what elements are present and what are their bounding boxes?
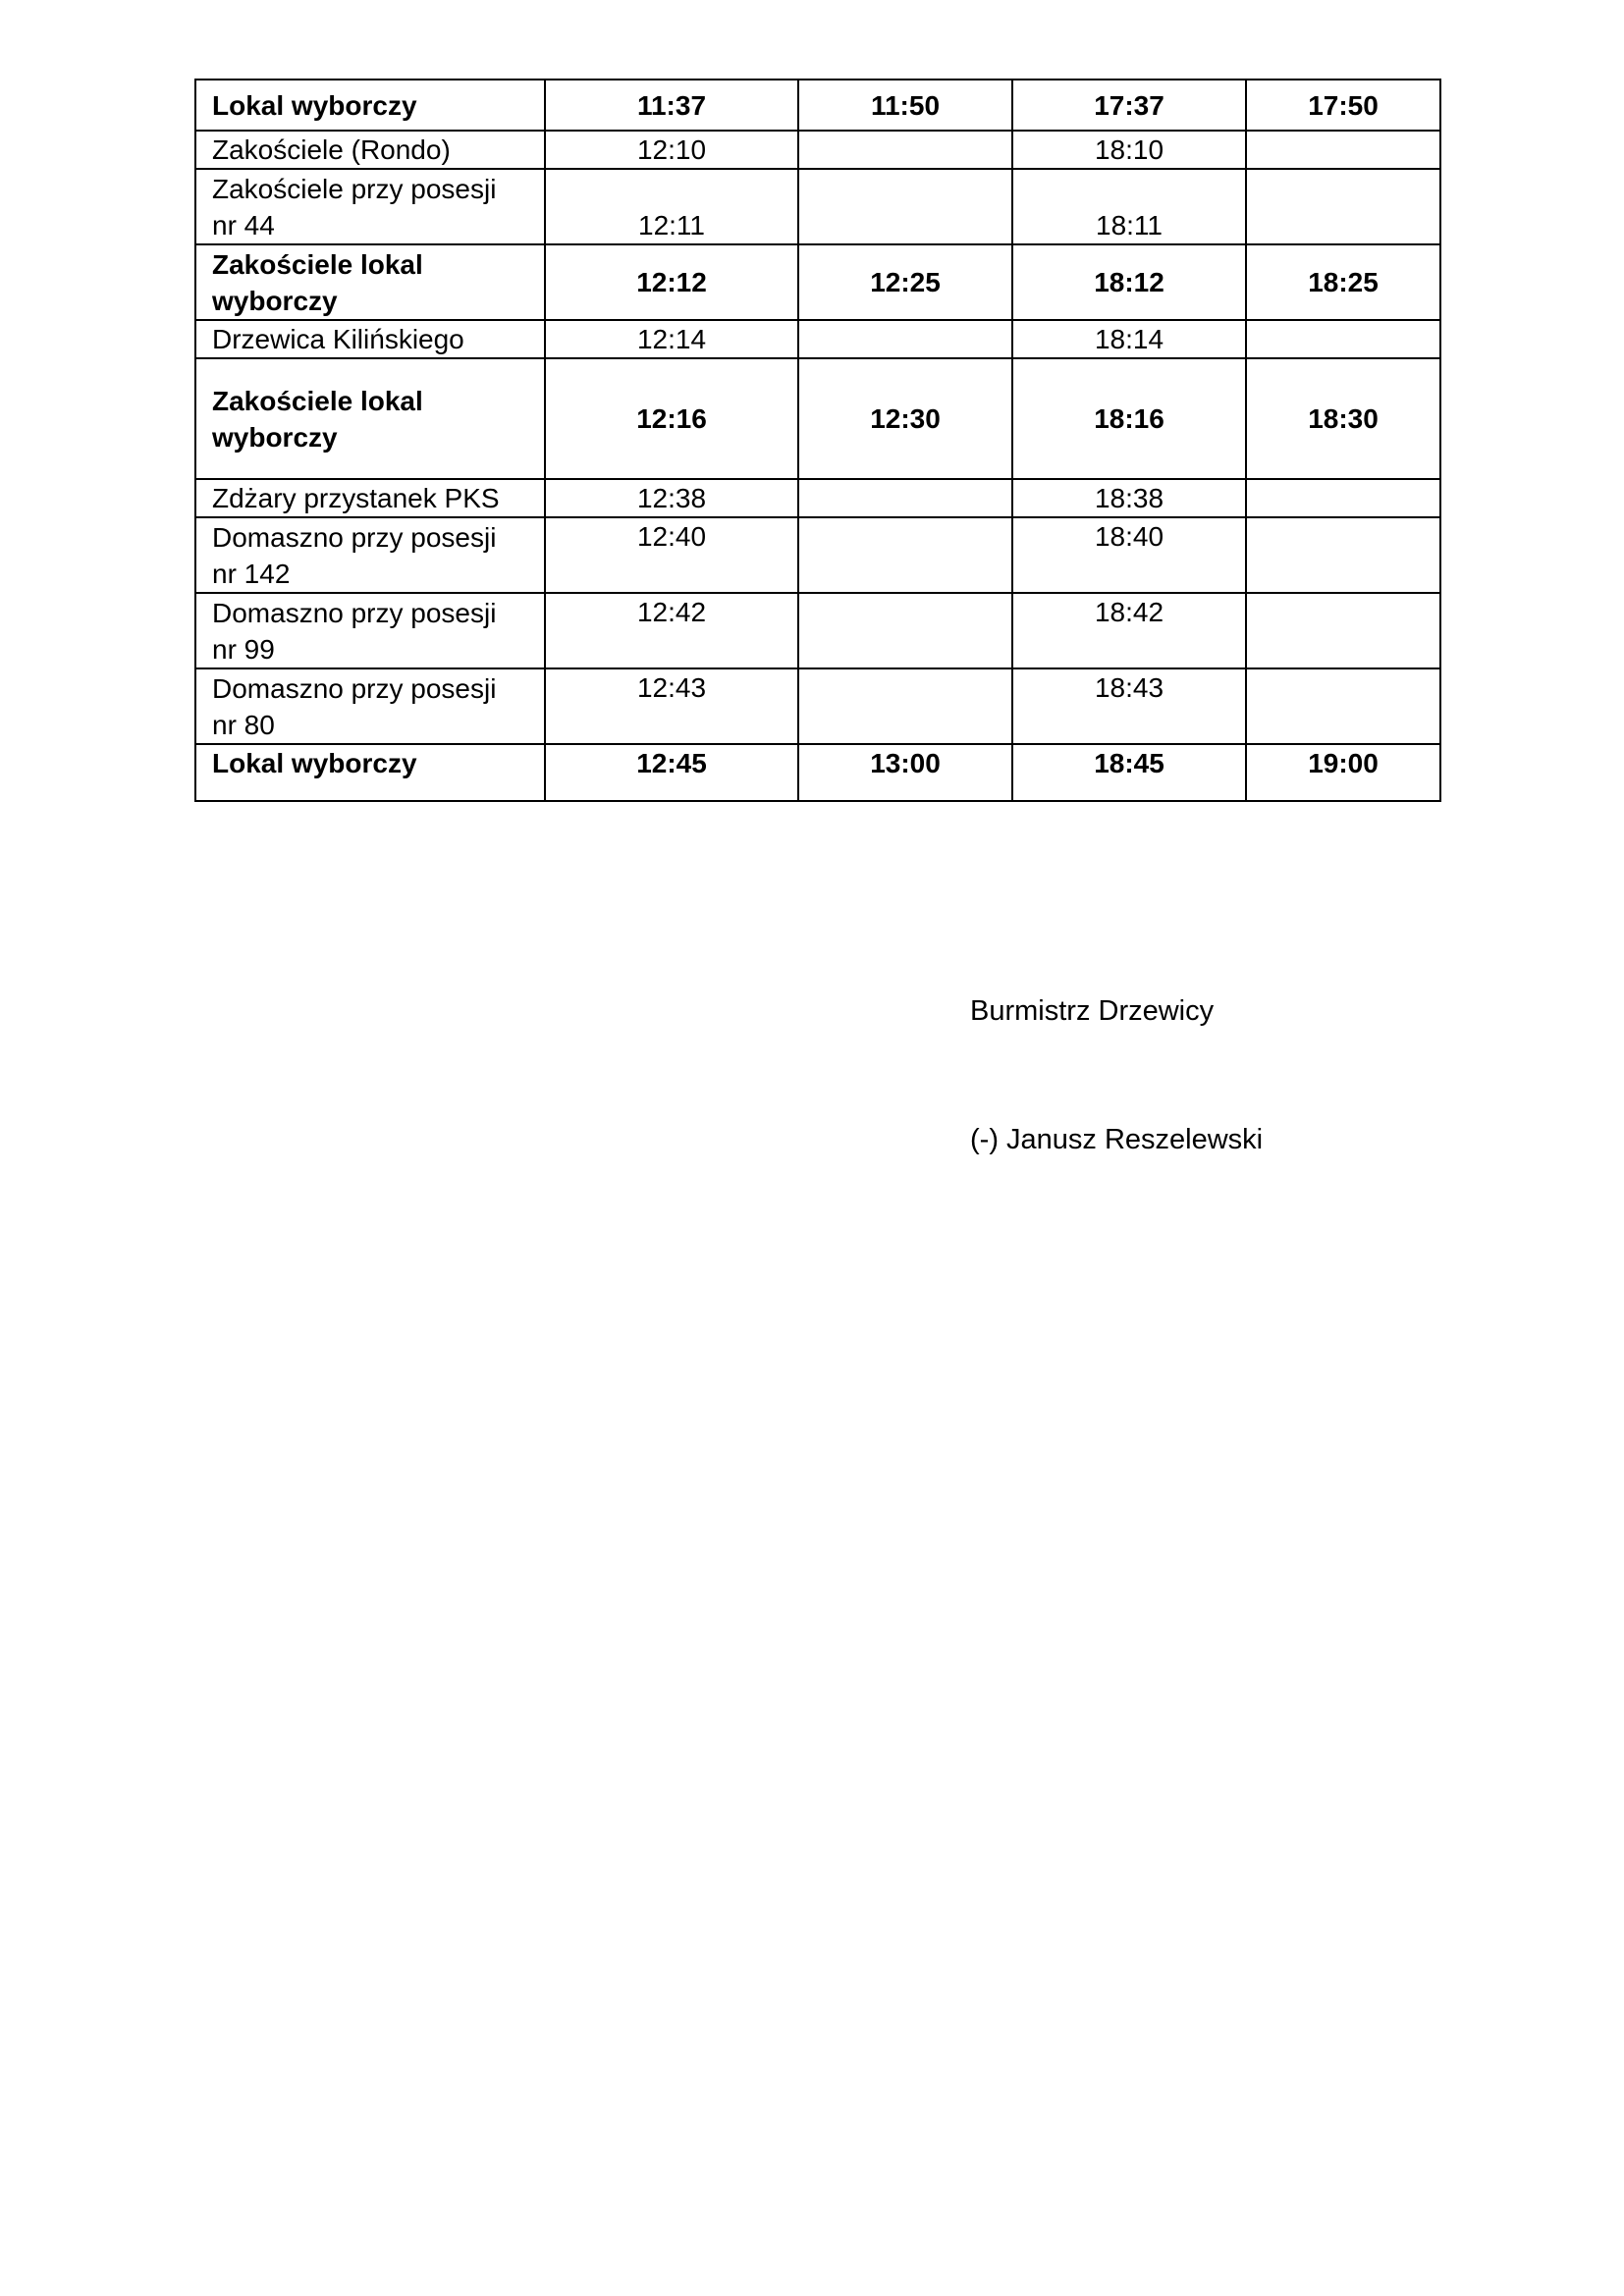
time-cell: 12:16	[545, 358, 798, 479]
stop-name: Lokal wyborczy	[195, 80, 545, 131]
stop-name: Domaszno przy posesji nr 80	[195, 668, 545, 744]
time-cell	[1246, 479, 1440, 517]
time-cell	[1246, 131, 1440, 169]
time-cell: 18:42	[1012, 593, 1246, 668]
table-row	[195, 479, 1440, 517]
time-cell: 18:43	[1012, 668, 1246, 744]
time-cell: 12:14	[545, 320, 798, 358]
table-row	[195, 668, 1440, 744]
table-row	[195, 80, 1440, 131]
stop-name: Drzewica Kilińskiego	[195, 320, 545, 358]
table-row	[195, 244, 1440, 320]
table-row	[195, 169, 1440, 244]
time-cell: 11:50	[798, 80, 1012, 131]
time-cell: 12:30	[798, 358, 1012, 479]
time-cell	[1246, 169, 1440, 244]
stop-name: Zdżary przystanek PKS	[195, 479, 545, 517]
time-cell	[1246, 668, 1440, 744]
time-cell: 12:43	[545, 668, 798, 744]
stop-name: Lokal wyborczy	[195, 744, 545, 801]
table-row	[195, 593, 1440, 668]
time-cell: 13:00	[798, 744, 1012, 801]
bus-schedule-table	[194, 79, 1441, 802]
table-row	[195, 320, 1440, 358]
time-cell	[798, 593, 1012, 668]
time-cell: 19:00	[1246, 744, 1440, 801]
time-cell: 18:25	[1246, 244, 1440, 320]
table-row	[195, 744, 1440, 801]
time-cell: 18:40	[1012, 517, 1246, 593]
time-cell	[798, 668, 1012, 744]
time-cell: 18:30	[1246, 358, 1440, 479]
table-row	[195, 131, 1440, 169]
time-cell: 18:10	[1012, 131, 1246, 169]
stop-name: Zakościele lokal wyborczy	[195, 244, 545, 320]
time-cell: 18:45	[1012, 744, 1246, 801]
time-cell	[798, 320, 1012, 358]
time-cell: 12:40	[545, 517, 798, 593]
time-cell	[798, 131, 1012, 169]
stop-name: Domaszno przy posesji nr 99	[195, 593, 545, 668]
time-cell: 11:37	[545, 80, 798, 131]
stop-name: Zakościele (Rondo)	[195, 131, 545, 169]
stop-name: Zakościele przy posesji nr 44	[195, 169, 545, 244]
time-cell	[798, 517, 1012, 593]
time-cell	[798, 479, 1012, 517]
time-cell	[1246, 320, 1440, 358]
signatory-title: Burmistrz Drzewicy	[970, 995, 1215, 1027]
signatory-name: (-) Janusz Reszelewski	[970, 1124, 1264, 1155]
stop-name: Domaszno przy posesji nr 142	[195, 517, 545, 593]
time-cell: 18:12	[1012, 244, 1246, 320]
time-cell: 12:42	[545, 593, 798, 668]
time-cell: 18:14	[1012, 320, 1246, 358]
time-cell	[1246, 593, 1440, 668]
time-cell: 12:12	[545, 244, 798, 320]
time-cell: 12:38	[545, 479, 798, 517]
time-cell: 17:50	[1246, 80, 1440, 131]
time-cell: 18:11	[1012, 169, 1246, 244]
time-cell	[1246, 517, 1440, 593]
table-row	[195, 358, 1440, 479]
time-cell: 12:45	[545, 744, 798, 801]
time-cell: 17:37	[1012, 80, 1246, 131]
time-cell: 18:38	[1012, 479, 1246, 517]
time-cell: 12:11	[545, 169, 798, 244]
table-row	[195, 517, 1440, 593]
time-cell: 18:16	[1012, 358, 1246, 479]
time-cell: 12:10	[545, 131, 798, 169]
time-cell: 12:25	[798, 244, 1012, 320]
stop-name: Zakościele lokal wyborczy	[195, 358, 545, 479]
time-cell	[798, 169, 1012, 244]
